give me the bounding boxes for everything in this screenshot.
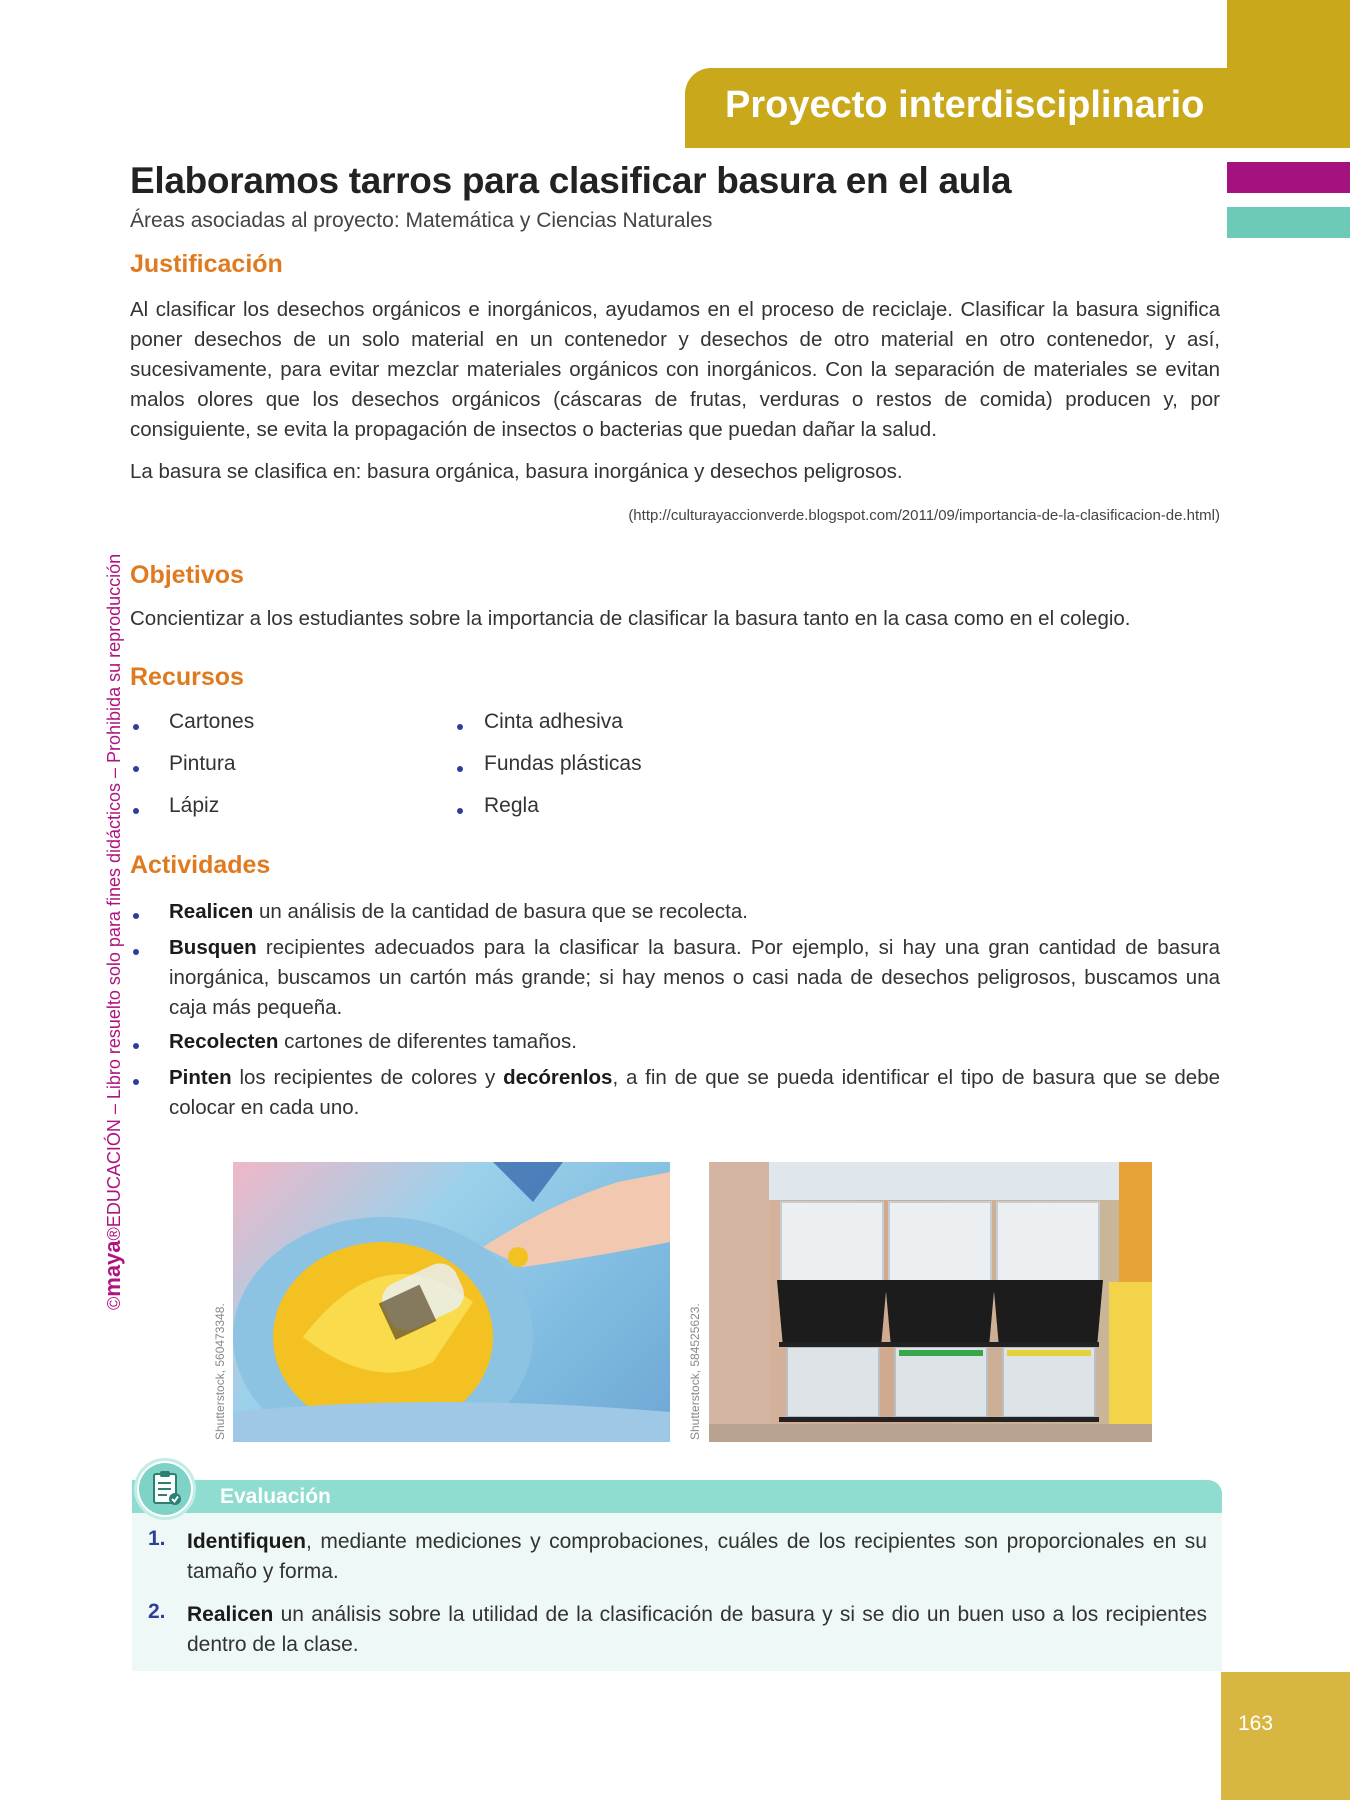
list-item: Lápiz [169,794,220,817]
bullet-dot [457,808,463,814]
activity-verb: Busquen [169,936,257,959]
objetivos-heading: Objetivos [130,561,244,589]
copyright-symbol: © [104,1296,124,1310]
teal-stripe [1227,207,1350,238]
brand-name: maya [100,1240,125,1297]
list-item [169,897,1220,927]
activity-verb-2: decórenlos [503,1066,613,1089]
list-item: Fundas plásticas [484,752,642,775]
gold-corner-block [1227,0,1350,68]
list-item: Cartones [169,710,255,733]
recycling-bin-illustration [233,1162,670,1442]
activity-text: recipientes adecuados para la clasificar la basura. Por ejemplo, si hay una gran cantidad de basura inorgánica, buscamos un cartón más grande; si hay menos o casi nada de desechos peligrosos, buscamos una caja más pequeña. [169,936,1220,1019]
evaluation-text: un análisis sobre la utilidad de la clasificación de basura y si se dio un buen uso a los recipientes dentro de la clase. [187,1603,1207,1656]
activity-verb: Recolecten [169,1030,279,1053]
list-item: Cinta adhesiva [484,710,623,733]
source-citation: (http://culturayaccionverde.blogspot.com/2011/09/importancia-de-la-clasificacion-de.html) [628,507,1220,524]
activity-text: cartones de diferentes tamaños. [278,1030,577,1053]
actividades-heading: Actividades [130,851,271,879]
page-subtitle: Áreas asociadas al proyecto: Matemática y Ciencias Naturales [130,209,713,232]
recursos-heading: Recursos [130,663,244,691]
list-item: Pintura [169,752,236,775]
page-number: 163 [1238,1712,1274,1735]
list-item [169,933,1220,1023]
photo-credit: Shutterstock, 584525623. [688,1303,702,1440]
justificacion-paragraph-1: Al clasificar los desechos orgánicos e inorgánicos, ayudamos en el proceso de reciclaje. Clasificar la basura significa poner desechos de un solo material en un contenedor y desechos de otro material en otro contenedor, y así, sucesivamente, para evitar mezclar materiales orgánicos con inorgánicos. Con la separación de materiales se evitan malos olores que los desechos orgánicos (cáscaras de frutas, verduras o restos de comida) producen y, por consiguiente, se evita la propagación de insectos o bacterias que puedan dañar la salud. [130,298,1220,441]
photo-credit: Shutterstock, 560473348. [213,1303,227,1440]
bullet-dot [133,1079,139,1085]
justificacion-paragraph-2: La basura se clasifica en: basura orgánica, basura inorgánica y desechos peligrosos. [130,460,903,483]
list-item [169,1063,1220,1123]
copyright-notice: EDUCACIÓN – Libro resuelto solo para fines didácticos – Prohibida su reproducción [104,553,124,1228]
bullet-dot [133,1043,139,1049]
page-title: Elaboramos tarros para clasificar basura en el aula [130,160,1012,201]
list-item [187,1600,1207,1660]
bullet-dot [457,766,463,772]
evaluation-text: , mediante mediciones y comprobaciones, cuáles de los recipientes son proporcionales en su tamaño y forma. [187,1530,1207,1583]
evaluation-verb: Identifiquen [187,1530,306,1553]
objetivos-text: Concientizar a los estudiantes sobre la importancia de clasificar la basura tanto en la casa como en el colegio. [130,607,1131,630]
list-item: Regla [484,794,539,817]
list-item [169,1027,1220,1057]
bullet-dot [133,766,139,772]
evaluation-heading: Evaluación [220,1485,331,1508]
trash-bins-photo [709,1162,1152,1442]
magenta-stripe [1227,162,1350,193]
activity-text-2: , a fin de que se pueda identificar el tipo de basura que se debe colocar en cada uno. [169,1066,1220,1119]
activity-verb: Realicen [169,900,254,923]
activity-text: los recipientes de colores y [231,1066,504,1089]
page-number-box [1221,1672,1350,1800]
bullet-dot [133,913,139,919]
clipboard-checklist-icon [134,1458,196,1520]
evaluation-verb: Realicen [187,1603,274,1626]
bullet-dot [133,949,139,955]
item-number: 1. [148,1527,166,1550]
item-number: 2. [148,1600,166,1623]
registered-symbol: ® [104,1227,124,1241]
banner-title: Proyecto interdisciplinario [725,84,1205,126]
recycling-bottle-photo [233,1162,670,1442]
bullet-dot [457,724,463,730]
trash-bins-illustration [709,1162,1152,1442]
activity-text: un análisis de la cantidad de basura que se recolecta. [253,900,748,923]
list-item [187,1527,1207,1587]
activity-verb: Pinten [169,1066,232,1089]
bullet-dot [133,808,139,814]
bullet-dot [133,724,139,730]
copyright-side-text [100,554,126,1310]
justificacion-heading: Justificación [130,250,283,278]
